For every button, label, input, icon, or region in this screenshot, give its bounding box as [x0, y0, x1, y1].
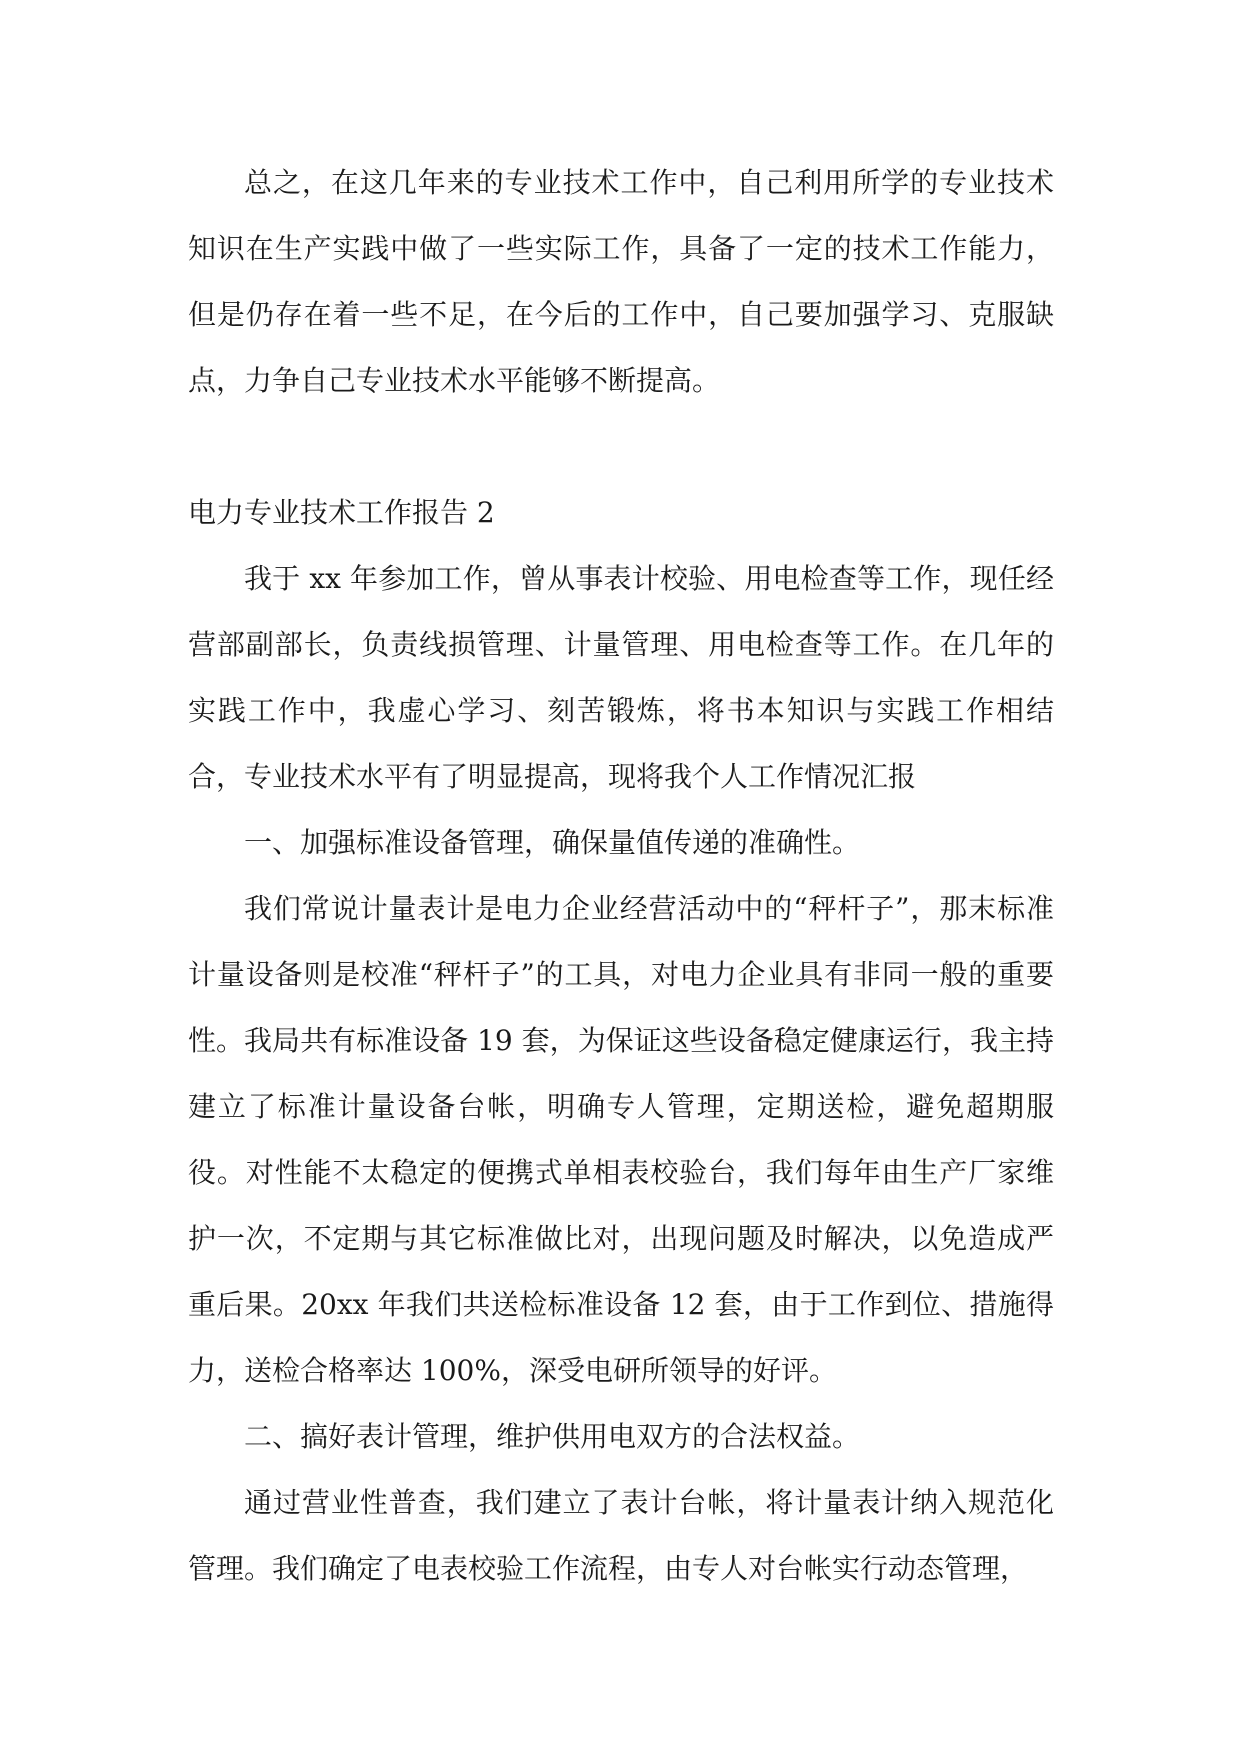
- document-body: [188, 150, 1054, 1602]
- paragraph-intro: 我于 xx 年参加工作，曾从事表计校验、用电检查等工作，现任经营部副部长，负责线损管理、计量管理、用电检查等工作。在几年的实践工作中，我虚心学习、刻苦锻炼，将书本知识与实践工作相结合，专业技术水平有了明显提高，现将我个人工作情况汇报: [188, 562, 1054, 793]
- section-title: 电力专业技术工作报告 2: [188, 496, 495, 529]
- paragraph-meter-management: 通过营业性普查，我们建立了表计台帐，将计量表计纳入规范化管理。我们确定了电表校验工作流程，由专人对台帐实行动态管理，: [188, 1486, 1054, 1585]
- section-heading-two: 二、搞好表计管理，维护供用电双方的合法权益。: [244, 1420, 861, 1453]
- paragraph-conclusion: 总之，在这几年来的专业技术工作中，自己利用所学的专业技术知识在生产实践中做了一些实际工作，具备了一定的技术工作能力，但是仍存在着一些不足，在今后的工作中，自己要加强学习、克服缺点，力争自己专业技术水平能够不断提高。: [188, 166, 1054, 397]
- section-heading-one: 一、加强标准设备管理，确保量值传递的准确性。: [244, 826, 861, 859]
- paragraph-standard-equipment: 我们常说计量表计是电力企业经营活动中的“秤杆子”，那末标准计量设备则是校准“秤杆子”的工具，对电力企业具有非同一般的重要性。我局共有标准设备 19 套，为保证这些设备稳定健康运行，我主持建立了标准计量设备台帐，明确专人管理，定期送检，避免超期服役。对性能不太稳定的便携式单相表校验台，我们每年由生产厂家维护一次，不定期与其它标准做比对，出现问题及时解决，以免造成严重后果。20xx 年我们共送检标准设备 12 套，由于工作到位、措施得力，送检合格率达 100%，深受电研所领导的好评。: [188, 892, 1054, 1387]
